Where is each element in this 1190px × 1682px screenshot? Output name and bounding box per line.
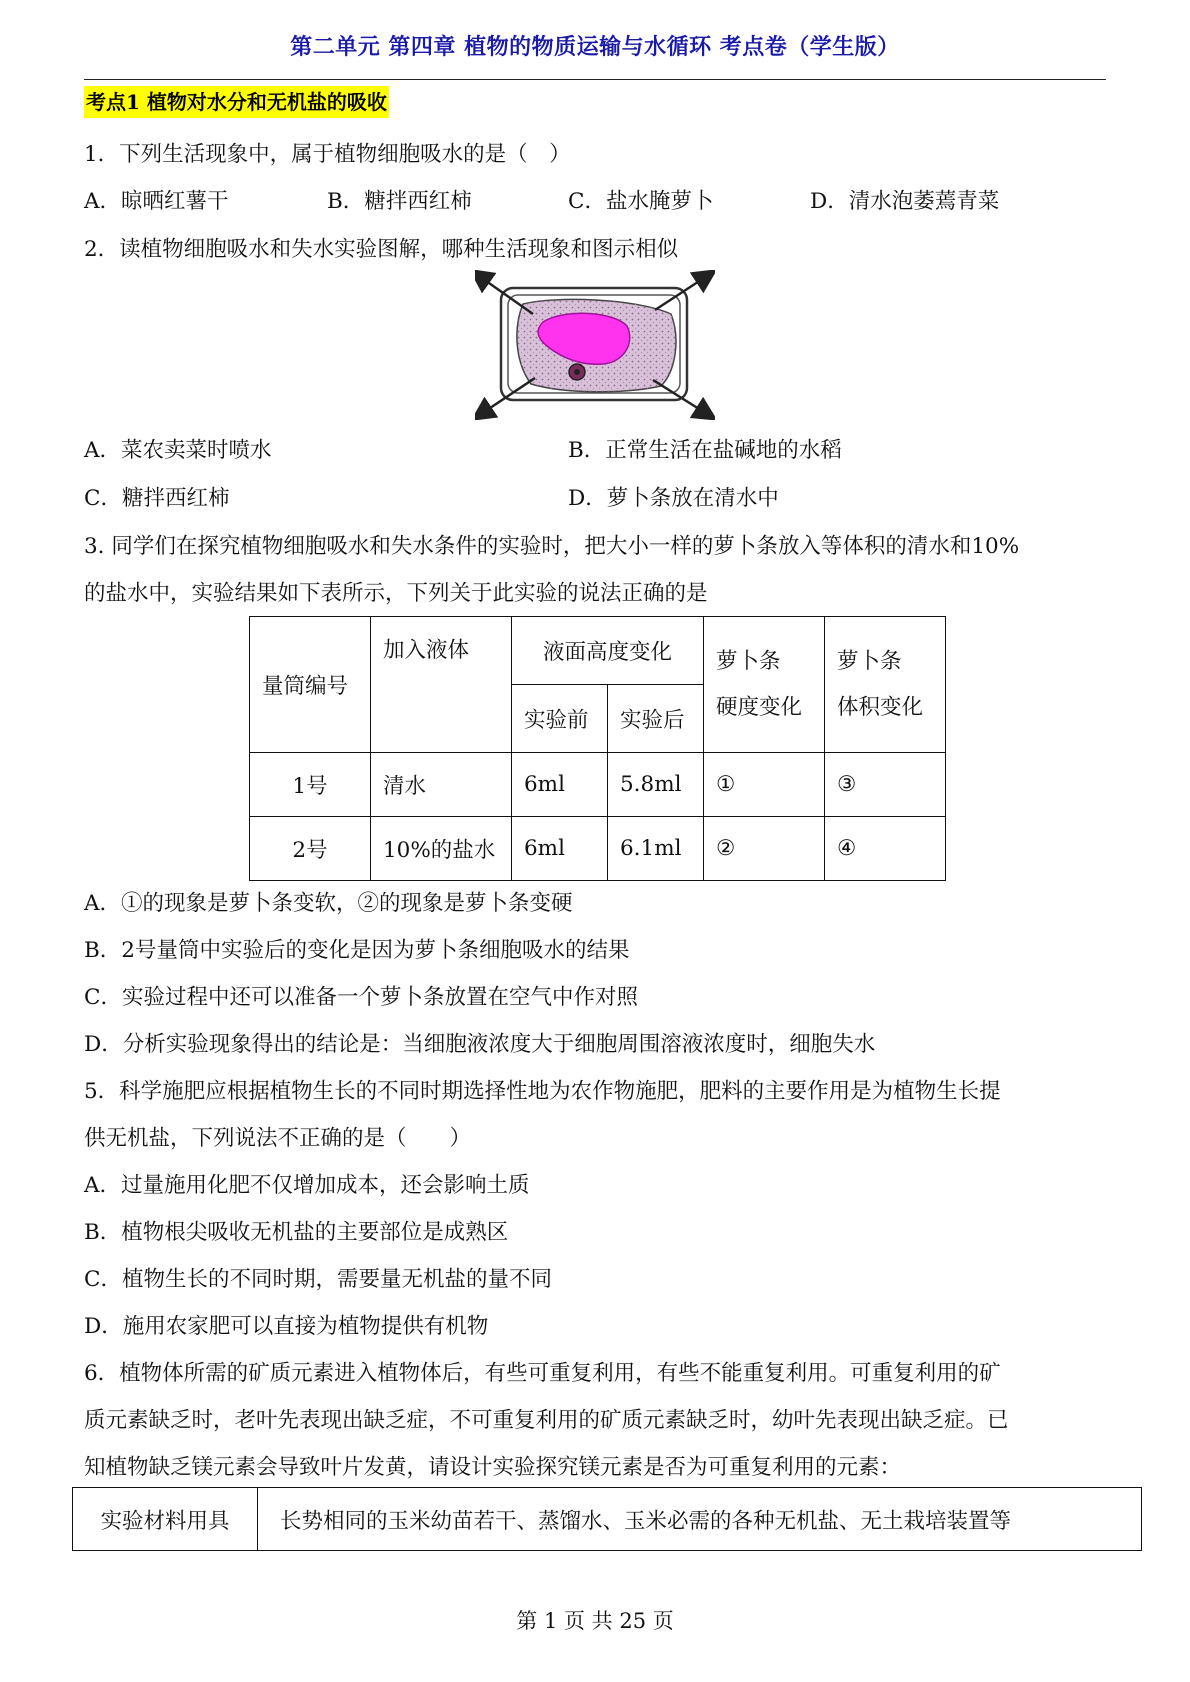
question-1-stem: 1．下列生活现象中，属于植物细胞吸水的是（ ）	[84, 142, 571, 167]
question-5-option-a: A．过量施用化肥不仅增加成本，还会影响土质	[84, 1173, 530, 1198]
header-liquid: 加入液体	[371, 617, 512, 753]
question-1-option-b: B．糖拌西红柿	[327, 189, 472, 214]
question-3-option-c: C．实验过程中还可以准备一个萝卜条放置在空气中作对照	[84, 985, 638, 1010]
question-3-option-d: D．分析实验现象得出的结论是：当细胞液浓度大于细胞周围溶液浓度时，细胞失水	[84, 1032, 876, 1057]
question-5-stem-line2: 供无机盐，下列说法不正确的是（ ）	[84, 1126, 472, 1151]
title-divider	[84, 79, 1106, 80]
question-2-stem: 2．读植物细胞吸水和失水实验图解，哪种生活现象和图示相似	[84, 237, 679, 262]
materials-value: 长势相同的玉米幼苗若干、蒸馏水、玉米必需的各种无机盐、无土栽培装置等	[258, 1488, 1142, 1551]
question-3-stem-line1: 3. 同学们在探究植物细胞吸水和失水条件的实验时，把大小一样的萝卜条放入等体积的清水和10%	[84, 534, 1020, 559]
header-volume: 萝卜条 体积变化	[825, 617, 946, 753]
table-row: 1号 清水 6ml 5.8ml ① ③	[250, 753, 946, 817]
question-2-option-b: B．正常生活在盐碱地的水稻	[568, 438, 842, 463]
question-5-option-b: B．植物根尖吸收无机盐的主要部位是成熟区	[84, 1220, 509, 1245]
page-title: 第二单元 第四章 植物的物质运输与水循环 考点卷（学生版）	[290, 34, 900, 60]
header-before: 实验前	[512, 685, 608, 753]
question-1-option-d: D．清水泡萎蔫青菜	[810, 189, 1000, 214]
question-6-stem-line1: 6．植物体所需的矿质元素进入植物体后，有些可重复利用，有些不能重复利用。可重复利用的矿	[84, 1361, 1001, 1386]
plant-cell-water-loss-figure	[475, 270, 715, 420]
question-2-option-a: A．菜农卖菜时喷水	[84, 438, 272, 463]
materials-label: 实验材料用具	[73, 1488, 258, 1551]
question-3-stem-line2: 的盐水中，实验结果如下表所示，下列关于此实验的说法正确的是	[84, 581, 708, 606]
question-3-option-b: B．2号量筒中实验后的变化是因为萝卜条细胞吸水的结果	[84, 938, 630, 963]
experiment-results-table	[249, 616, 946, 881]
question-5-stem-line1: 5．科学施肥应根据植物生长的不同时期选择性地为农作物施肥，肥料的主要作用是为植物生长提	[84, 1079, 1001, 1104]
question-2-option-d: D．萝卜条放在清水中	[568, 486, 779, 511]
question-5-option-c: C．植物生长的不同时期，需要量无机盐的量不同	[84, 1267, 552, 1292]
header-level-change: 液面高度变化	[512, 617, 704, 685]
page-number: 第 1 页 共 25 页	[516, 1609, 674, 1633]
header-tube: 量筒编号	[250, 617, 371, 753]
question-1-option-a: A．晾晒红薯干	[84, 189, 229, 214]
question-6-stem-line2: 质元素缺乏时，老叶先表现出缺乏症，不可重复利用的矿质元素缺乏时，幼叶先表现出缺乏症。已	[84, 1408, 1009, 1433]
question-3-option-a: A．①的现象是萝卜条变软，②的现象是萝卜条变硬	[84, 891, 573, 916]
question-1-option-c: C．盐水腌萝卜	[568, 189, 714, 214]
table-row: 2号 10%的盐水 6ml 6.1ml ② ④	[250, 817, 946, 881]
section-heading: 考点1 植物对水分和无机盐的吸收	[84, 86, 389, 118]
question-2-option-c: C．糖拌西红柿	[84, 486, 230, 511]
question-6-stem-line3: 知植物缺乏镁元素会导致叶片发黄，请设计实验探究镁元素是否为可重复利用的元素：	[84, 1455, 902, 1480]
header-after: 实验后	[608, 685, 704, 753]
header-hardness: 萝卜条 硬度变化	[704, 617, 825, 753]
materials-table	[72, 1487, 1142, 1551]
question-5-option-d: D．施用农家肥可以直接为植物提供有机物	[84, 1314, 489, 1339]
